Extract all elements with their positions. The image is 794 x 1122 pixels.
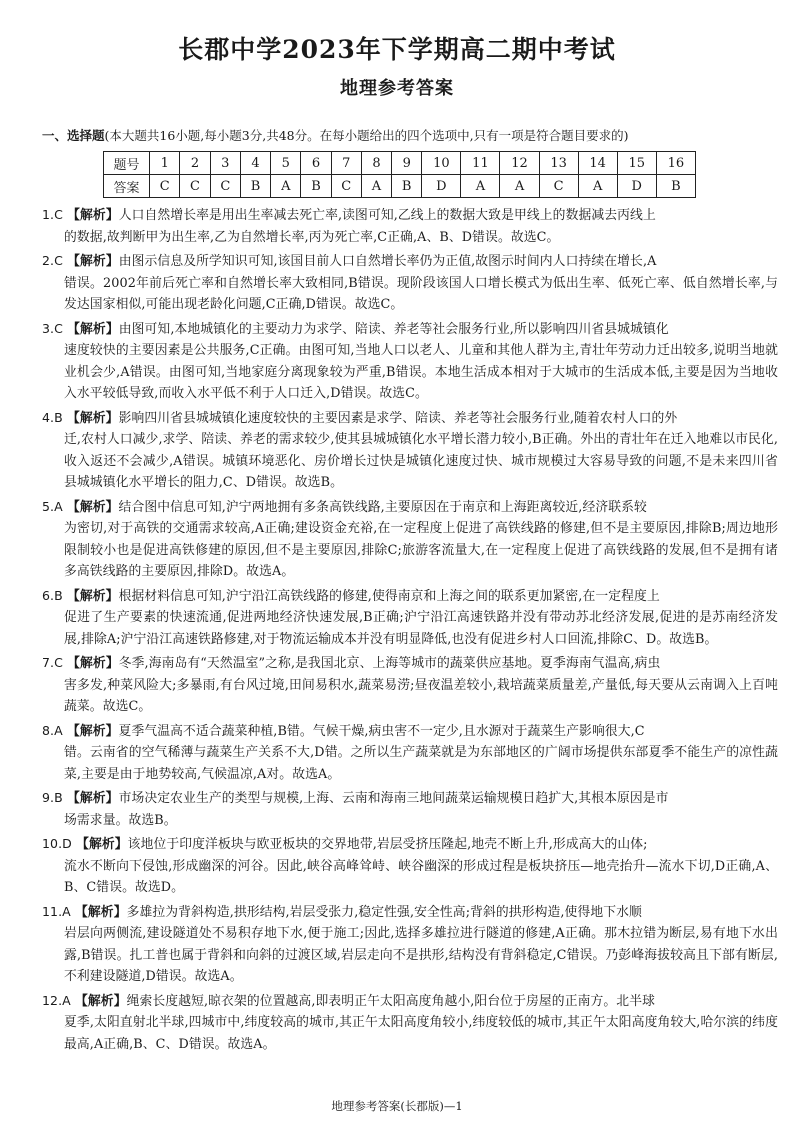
explanation-item: [42, 833, 778, 899]
explanation-first-line: 结合图中信息可知,沪宁两地拥有多条高铁线路,主要原因在于南京和上海距离较近,经济联系较: [118, 499, 647, 515]
analysis-tag: 【解析】: [75, 993, 127, 1009]
explanation-first-line: 绳索长度越短,晾衣架的位置越高,即表明正午太阳高度角越小,阳台位于房屋的正南方。北半球: [126, 993, 655, 1009]
explanation-item: [42, 720, 778, 786]
page-subtitle: 地理参考答案: [340, 78, 454, 99]
question-number-cell: 12: [500, 152, 539, 175]
question-answer-number: 3.C: [42, 320, 63, 336]
explanation-item: [42, 407, 778, 494]
answer-row-label: 答案: [104, 175, 150, 198]
answer-cell: B: [240, 175, 270, 198]
analysis-tag: 【解析】: [66, 410, 119, 426]
answer-cell: B: [656, 175, 695, 198]
question-number-cell: 1: [150, 152, 180, 175]
explanation-first-line: 市场决定农业生产的类型与规模,上海、云南和海南三地间蔬菜运输规模日趋扩大,其根本原因是市: [118, 791, 669, 806]
explanation-first-line: 夏季气温高不适合蔬菜种植,B错。气候干燥,病虫害不一定少,且水源对于蔬菜生产影响很大,C: [118, 723, 645, 739]
analysis-tag: 【解析】: [76, 837, 128, 852]
explanation-item: [42, 318, 778, 405]
question-answer-number: 8.A: [42, 722, 63, 738]
answer-cell: C: [180, 175, 210, 198]
question-answer-number: 7.C: [42, 655, 63, 670]
page-footer: 地理参考答案(长郡版)—1: [331, 1099, 463, 1113]
explanation-continuation: 夏季,太阳直射北半球,四城市中,纬度较高的城市,其正午太阳高度角较小,纬度较低的城市,其正午太阳高度角较大,哈尔滨的纬度最高,A正确,B、C、D错误。故选A。: [64, 1015, 778, 1052]
analysis-tag: 【解析】: [66, 588, 119, 604]
answer-cell: B: [301, 175, 331, 198]
section-description: (本大题共16小题,每小题3分,共48分。在每小题给出的四个选项中,只有一项是符合题目要求的): [104, 128, 629, 143]
page-title: 长郡中学2023年下学期高二期中考试: [178, 35, 616, 64]
question-answer-number: 2.C: [42, 253, 63, 268]
answer-cell: D: [617, 175, 656, 198]
question-answer-number: 4.B: [42, 409, 63, 425]
explanation-item: [42, 901, 778, 988]
question-number-cell: 13: [539, 152, 578, 175]
question-answer-number: 6.B: [42, 587, 63, 603]
explanation-continuation: 错。云南省的空气稀薄与蔬菜生产关系不大,D错。之所以生产蔬菜就是为东部地区的广阔市场提供东部夏季不能生产的凉性蔬菜,主要是由于地势较高,气候温凉,A对。故选A。: [64, 745, 778, 782]
answer-cell: A: [578, 175, 617, 198]
question-number-cell: 15: [617, 152, 656, 175]
analysis-tag: 【解析】: [67, 208, 119, 223]
analysis-tag: 【解析】: [66, 499, 119, 515]
question-answer-number: 11.A: [42, 903, 71, 919]
explanation-continuation: 岩层向两侧流,建设隧道处不易积存地下水,便于施工;因此,选择多雄拉进行隧道的修建,A正确。那木拉错为断层,易有地下水出露,B错误。扎工普也属于背斜和向斜的过渡区域,岩层走向不是拱形,结构没有背斜稳定,C错误。乃彭峰海拔较高且下部有断层,不利建设隧道,D错误。故选A。: [64, 926, 778, 984]
explanation-item: [42, 250, 778, 316]
answer-cell: C: [539, 175, 578, 198]
answer-cell: A: [461, 175, 500, 198]
section-label: 一、选择题: [42, 128, 105, 143]
explanation-continuation: 流水不断向下侵蚀,形成幽深的河谷。因此,峡谷高峰耸峙、峡谷幽深的形成过程是板块挤压—地壳抬升—流水下切,D正确,A、B、C错误。故选D。: [64, 858, 778, 895]
explanation-continuation: 速度较快的主要因素是公共服务,C正确。由图可知,当地人口以老人、儿童和其他人群为主,青壮年劳动力迁出较多,说明当地就业机会少,A错误。由图可知,当地家庭分离现象较为严重,B错误。本地生活成本相对于大城市的生活成本低,主要是因为当地收入水平较低导致,而收入水平低不利于人口迁入,D错误。故选C。: [64, 343, 778, 401]
question-answer-number: 1.C: [42, 207, 63, 222]
explanation-first-line: 多雄拉为背斜构造,拱形结构,岩层受张力,稳定性强,安全性高;背斜的拱形构造,使得地下水顺: [126, 904, 642, 920]
explanation-first-line: 人口自然增长率是用出生率减去死亡率,读图可知,乙线上的数据大致是甲线上的数据减去丙线上: [118, 208, 656, 223]
question-number-cell: 9: [392, 152, 422, 175]
explanation-item: [42, 652, 778, 718]
answer-cell: A: [271, 175, 301, 198]
question-answer-number: 5.A: [42, 498, 63, 514]
explanation-continuation: 害多发,种菜风险大;多暴雨,有台风过境,田间易积水,蔬菜易涝;昼夜温差较小,栽培蔬菜质量差,产量低,每天要从云南调入上百吨蔬菜。故选C。: [64, 677, 778, 714]
explanation-continuation: 促进了生产要素的快速流通,促进两地经济快速发展,B正确;沪宁沿江高速铁路并没有带动苏北经济发展,促进的是苏南经济发展,排除A;沪宁沿江高速铁路修建,对于物流运输成本并没有明显降低,也没有促进乡村人口回流,排除C、D。故选B。: [64, 610, 778, 647]
analysis-tag: 【解析】: [67, 321, 119, 337]
explanation-continuation: 的数据,故判断甲为出生率,乙为自然增长率,丙为死亡率,C正确,A、B、D错误。故选C。: [64, 229, 560, 245]
analysis-tag: 【解析】: [67, 254, 119, 269]
question-number-cell: 16: [656, 152, 695, 175]
question-number-cell: 3: [210, 152, 240, 175]
answer-cell: A: [361, 175, 391, 198]
question-answer-number: 9.B: [42, 790, 63, 805]
explanation-first-line: 该地位于印度洋板块与欧亚板块的交界地带,岩层受挤压隆起,地壳不断上升,形成高大的山体;: [127, 837, 648, 852]
question-answer-number: 10.D: [42, 836, 72, 851]
question-number-cell: 10: [422, 152, 461, 175]
explanation-first-line: 根据材料信息可知,沪宁沿江高铁线路的修建,使得南京和上海之间的联系更加紧密,在一定程度上: [118, 588, 660, 604]
explanation-first-line: 由图可知,本地城镇化的主要动力为求学、陪读、养老等社会服务行业,所以影响四川省县城城镇化: [118, 321, 669, 337]
answer-cell: C: [331, 175, 361, 198]
analysis-tag: 【解析】: [75, 904, 127, 920]
explanation-item: [42, 787, 778, 831]
explanation-continuation: 为密切,对于高铁的交通需求较高,A正确;建设资金充裕,在一定程度上促进了高铁线路的修建,但不是主要原因,排除B;周边地形限制较小也是促进高铁修建的原因,但不是主要原因,排除C;旅游客流量大,在一定程度上促进了高铁线路的发展,但不是拥有诸多高铁线路的主要原因,排除D。故选A。: [64, 521, 778, 579]
question-number-cell: 11: [461, 152, 500, 175]
question-number-cell: 5: [271, 152, 301, 175]
question-number-cell: 7: [331, 152, 361, 175]
question-number-cell: 6: [301, 152, 331, 175]
explanation-item: [42, 585, 778, 651]
explanation-continuation: 错误。2002年前后死亡率和自然增长率大致相同,B错误。现阶段该国人口增长模式为低出生率、低死亡率、低自然增长率,与发达国家相似,可能出现老龄化问题,C正确,D错误。故选C。: [64, 275, 778, 312]
number-row-label: 题号: [104, 152, 150, 175]
explanation-continuation: 场需求量。故选B。: [64, 812, 177, 828]
answer-cell: D: [422, 175, 461, 198]
question-number-cell: 8: [361, 152, 391, 175]
explanation-first-line: 冬季,海南岛有“天然温室”之称,是我国北京、上海等城市的蔬菜供应基地。夏季海南气温高,病虫: [118, 656, 661, 671]
question-number-cell: 14: [578, 152, 617, 175]
explanation-continuation: 迁,农村人口减少,求学、陪读、养老的需求较少,使其县城城镇化水平增长潜力较小,B正确。外出的青壮年在迁入地难以市民化,收入返还不会减少,A错误。城镇环境恶化、房价增长过快是城镇化速度过快、城市规模过大容易导致的问题,不是未来四川省县城城镇化水平增长的阻力,C、D错误。故选B。: [64, 432, 778, 490]
answer-table: [103, 151, 696, 198]
answer-cell: A: [500, 175, 539, 198]
question-answer-number: 12.A: [42, 992, 71, 1008]
answer-cell: C: [150, 175, 180, 198]
explanation-item: [42, 204, 778, 248]
explanation-first-line: 影响四川省县城城镇化速度较快的主要因素是求学、陪读、养老等社会服务行业,随着农村人口的外: [118, 410, 678, 426]
analysis-tag: 【解析】: [67, 656, 119, 671]
answer-cell: B: [392, 175, 422, 198]
answer-cell: C: [210, 175, 240, 198]
section-heading: [42, 126, 762, 144]
explanation-first-line: 由图示信息及所学知识可知,该国目前人口自然增长率仍为正值,故图示时间内人口持续在增长,A: [118, 254, 657, 269]
explanation-item: [42, 496, 778, 583]
answer-table-answer-row: [104, 175, 696, 198]
analysis-tag: 【解析】: [66, 723, 119, 739]
question-number-cell: 2: [180, 152, 210, 175]
question-number-cell: 4: [240, 152, 270, 175]
explanation-list: [42, 204, 778, 1057]
explanation-item: [42, 990, 778, 1056]
answer-table-number-row: [104, 152, 696, 175]
analysis-tag: 【解析】: [66, 791, 119, 806]
